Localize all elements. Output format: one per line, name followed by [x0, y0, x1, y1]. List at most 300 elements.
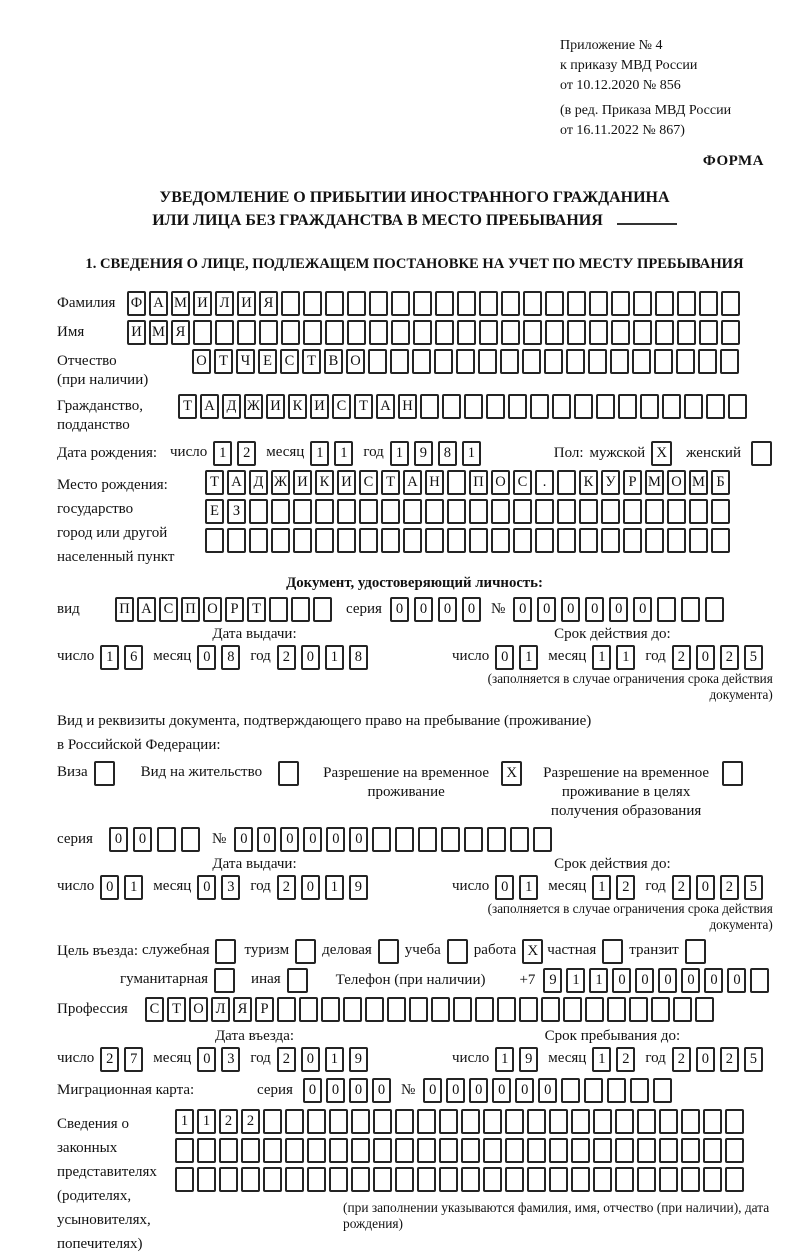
char-cell[interactable]: 0	[495, 875, 514, 900]
char-cell[interactable]	[721, 320, 740, 345]
char-cell[interactable]	[513, 528, 532, 553]
char-cell[interactable]	[420, 394, 439, 419]
char-cell[interactable]	[281, 320, 300, 345]
char-cell[interactable]	[645, 499, 664, 524]
visa-checkbox[interactable]	[94, 761, 115, 786]
char-cell[interactable]	[630, 1078, 649, 1103]
char-cell[interactable]	[263, 1138, 282, 1163]
char-cell[interactable]	[571, 1138, 590, 1163]
char-cell[interactable]	[530, 394, 549, 419]
char-cell[interactable]	[500, 349, 519, 374]
char-cell[interactable]: 0	[301, 875, 320, 900]
char-cell[interactable]: П	[469, 470, 488, 495]
char-cell[interactable]	[535, 499, 554, 524]
char-cell[interactable]	[632, 349, 651, 374]
char-cell[interactable]: 2	[720, 645, 739, 670]
char-cell[interactable]	[720, 349, 739, 374]
char-cell[interactable]	[197, 1138, 216, 1163]
char-cell[interactable]	[359, 499, 378, 524]
char-cell[interactable]: И	[127, 320, 146, 345]
char-cell[interactable]	[281, 291, 300, 316]
char-cell[interactable]	[579, 528, 598, 553]
char-cell[interactable]: 8	[438, 441, 457, 466]
char-cell[interactable]: .	[535, 470, 554, 495]
char-cell[interactable]	[435, 320, 454, 345]
char-cell[interactable]: 2	[241, 1109, 260, 1134]
char-cell[interactable]	[552, 394, 571, 419]
char-cell[interactable]	[307, 1138, 326, 1163]
char-cell[interactable]	[487, 827, 506, 852]
char-cell[interactable]	[417, 1109, 436, 1134]
char-cell[interactable]: К	[579, 470, 598, 495]
char-cell[interactable]: 0	[513, 597, 532, 622]
char-cell[interactable]: 0	[561, 597, 580, 622]
char-cell[interactable]	[307, 1167, 326, 1192]
char-cell[interactable]	[655, 320, 674, 345]
char-cell[interactable]: И	[237, 291, 256, 316]
char-cell[interactable]	[533, 827, 552, 852]
char-cell[interactable]: Т	[167, 997, 186, 1022]
char-cell[interactable]: 0	[109, 827, 128, 852]
char-cell[interactable]	[434, 349, 453, 374]
char-cell[interactable]	[291, 597, 310, 622]
char-cell[interactable]	[439, 1109, 458, 1134]
char-cell[interactable]	[593, 1167, 612, 1192]
char-cell[interactable]: 2	[720, 875, 739, 900]
char-cell[interactable]	[637, 1167, 656, 1192]
char-cell[interactable]	[293, 528, 312, 553]
char-cell[interactable]	[435, 291, 454, 316]
char-cell[interactable]	[549, 1167, 568, 1192]
char-cell[interactable]	[241, 1167, 260, 1192]
char-cell[interactable]	[601, 499, 620, 524]
char-cell[interactable]: 9	[349, 875, 368, 900]
char-cell[interactable]: 5	[744, 645, 763, 670]
char-cell[interactable]	[219, 1167, 238, 1192]
char-cell[interactable]: 0	[234, 827, 253, 852]
char-cell[interactable]	[607, 997, 626, 1022]
char-cell[interactable]: 0	[301, 645, 320, 670]
char-cell[interactable]	[387, 997, 406, 1022]
char-cell[interactable]	[689, 528, 708, 553]
char-cell[interactable]	[681, 1109, 700, 1134]
char-cell[interactable]	[447, 499, 466, 524]
char-cell[interactable]	[563, 997, 582, 1022]
char-cell[interactable]	[193, 320, 212, 345]
char-cell[interactable]	[483, 1138, 502, 1163]
char-cell[interactable]: 1	[325, 875, 344, 900]
char-cell[interactable]: 0	[390, 597, 409, 622]
char-cell[interactable]	[417, 1167, 436, 1192]
char-cell[interactable]: И	[193, 291, 212, 316]
char-cell[interactable]	[677, 291, 696, 316]
char-cell[interactable]	[651, 997, 670, 1022]
char-cell[interactable]	[181, 827, 200, 852]
char-cell[interactable]: Т	[247, 597, 266, 622]
char-cell[interactable]: 0	[446, 1078, 465, 1103]
char-cell[interactable]: Д	[249, 470, 268, 495]
char-cell[interactable]	[645, 528, 664, 553]
char-cell[interactable]	[475, 997, 494, 1022]
char-cell[interactable]	[527, 1109, 546, 1134]
char-cell[interactable]: 0	[537, 597, 556, 622]
char-cell[interactable]: 8	[349, 645, 368, 670]
char-cell[interactable]	[263, 1167, 282, 1192]
char-cell[interactable]	[351, 1138, 370, 1163]
char-cell[interactable]: О	[192, 349, 211, 374]
char-cell[interactable]	[505, 1167, 524, 1192]
char-cell[interactable]	[497, 997, 516, 1022]
char-cell[interactable]: 1	[495, 1047, 514, 1072]
char-cell[interactable]	[491, 499, 510, 524]
char-cell[interactable]: 5	[744, 875, 763, 900]
char-cell[interactable]: О	[189, 997, 208, 1022]
char-cell[interactable]	[611, 320, 630, 345]
char-cell[interactable]	[721, 291, 740, 316]
char-cell[interactable]: А	[227, 470, 246, 495]
char-cell[interactable]	[561, 1078, 580, 1103]
char-cell[interactable]: 2	[616, 1047, 635, 1072]
char-cell[interactable]	[662, 394, 681, 419]
char-cell[interactable]: Р	[255, 997, 274, 1022]
char-cell[interactable]: 2	[672, 645, 691, 670]
char-cell[interactable]	[689, 499, 708, 524]
char-cell[interactable]	[545, 320, 564, 345]
char-cell[interactable]: 1	[566, 968, 585, 993]
char-cell[interactable]	[381, 499, 400, 524]
char-cell[interactable]	[589, 320, 608, 345]
char-cell[interactable]	[237, 320, 256, 345]
char-cell[interactable]: М	[645, 470, 664, 495]
char-cell[interactable]	[513, 499, 532, 524]
char-cell[interactable]	[486, 394, 505, 419]
char-cell[interactable]	[523, 291, 542, 316]
char-cell[interactable]	[610, 349, 629, 374]
char-cell[interactable]	[557, 470, 576, 495]
char-cell[interactable]: 0	[727, 968, 746, 993]
char-cell[interactable]: 0	[633, 597, 652, 622]
char-cell[interactable]	[303, 291, 322, 316]
char-cell[interactable]: 1	[592, 875, 611, 900]
char-cell[interactable]	[351, 1167, 370, 1192]
char-cell[interactable]: Т	[381, 470, 400, 495]
char-cell[interactable]: 0	[301, 1047, 320, 1072]
sex-female-checkbox[interactable]	[751, 441, 772, 466]
char-cell[interactable]: 0	[696, 645, 715, 670]
char-cell[interactable]	[601, 528, 620, 553]
char-cell[interactable]: 0	[257, 827, 276, 852]
char-cell[interactable]: 1	[519, 645, 538, 670]
char-cell[interactable]: 3	[221, 875, 240, 900]
char-cell[interactable]	[457, 291, 476, 316]
char-cell[interactable]: 0	[538, 1078, 557, 1103]
char-cell[interactable]	[395, 1138, 414, 1163]
char-cell[interactable]: И	[310, 394, 329, 419]
char-cell[interactable]: Н	[398, 394, 417, 419]
char-cell[interactable]	[456, 349, 475, 374]
char-cell[interactable]: Н	[425, 470, 444, 495]
char-cell[interactable]	[441, 827, 460, 852]
char-cell[interactable]: О	[667, 470, 686, 495]
char-cell[interactable]	[219, 1138, 238, 1163]
char-cell[interactable]: 0	[197, 1047, 216, 1072]
char-cell[interactable]: 1	[124, 875, 143, 900]
char-cell[interactable]: Ч	[236, 349, 255, 374]
char-cell[interactable]: 2	[277, 1047, 296, 1072]
char-cell[interactable]	[633, 320, 652, 345]
char-cell[interactable]	[329, 1167, 348, 1192]
char-cell[interactable]	[544, 349, 563, 374]
char-cell[interactable]: С	[159, 597, 178, 622]
char-cell[interactable]	[523, 320, 542, 345]
char-cell[interactable]: 2	[672, 1047, 691, 1072]
char-cell[interactable]	[699, 291, 718, 316]
char-cell[interactable]	[695, 997, 714, 1022]
char-cell[interactable]	[461, 1167, 480, 1192]
char-cell[interactable]: Р	[225, 597, 244, 622]
private-checkbox[interactable]	[602, 939, 623, 964]
work-checkbox[interactable]: X	[522, 939, 543, 964]
char-cell[interactable]	[197, 1167, 216, 1192]
char-cell[interactable]: Я	[171, 320, 190, 345]
char-cell[interactable]: 2	[277, 645, 296, 670]
char-cell[interactable]	[566, 349, 585, 374]
other-purpose-checkbox[interactable]	[287, 968, 308, 993]
char-cell[interactable]: 0	[326, 827, 345, 852]
char-cell[interactable]	[545, 291, 564, 316]
char-cell[interactable]: Р	[623, 470, 642, 495]
char-cell[interactable]	[395, 1109, 414, 1134]
char-cell[interactable]: 0	[704, 968, 723, 993]
char-cell[interactable]	[505, 1138, 524, 1163]
char-cell[interactable]: 2	[672, 875, 691, 900]
char-cell[interactable]	[501, 291, 520, 316]
char-cell[interactable]	[654, 349, 673, 374]
char-cell[interactable]	[535, 528, 554, 553]
char-cell[interactable]	[491, 528, 510, 553]
char-cell[interactable]	[657, 597, 676, 622]
char-cell[interactable]: Т	[178, 394, 197, 419]
char-cell[interactable]	[249, 499, 268, 524]
char-cell[interactable]	[483, 1167, 502, 1192]
char-cell[interactable]	[611, 291, 630, 316]
char-cell[interactable]: 1	[325, 1047, 344, 1072]
char-cell[interactable]: 7	[124, 1047, 143, 1072]
char-cell[interactable]	[571, 1167, 590, 1192]
humanitarian-checkbox[interactable]	[214, 968, 235, 993]
char-cell[interactable]: 1	[519, 875, 538, 900]
char-cell[interactable]	[505, 1109, 524, 1134]
char-cell[interactable]	[483, 1109, 502, 1134]
char-cell[interactable]: 9	[414, 441, 433, 466]
char-cell[interactable]	[703, 1109, 722, 1134]
char-cell[interactable]	[277, 997, 296, 1022]
char-cell[interactable]: 0	[609, 597, 628, 622]
char-cell[interactable]	[413, 291, 432, 316]
char-cell[interactable]: Ж	[271, 470, 290, 495]
char-cell[interactable]	[329, 1138, 348, 1163]
char-cell[interactable]	[347, 320, 366, 345]
char-cell[interactable]	[676, 349, 695, 374]
char-cell[interactable]: 3	[221, 1047, 240, 1072]
char-cell[interactable]	[249, 528, 268, 553]
char-cell[interactable]	[271, 528, 290, 553]
char-cell[interactable]	[325, 291, 344, 316]
char-cell[interactable]: 0	[280, 827, 299, 852]
char-cell[interactable]	[557, 499, 576, 524]
char-cell[interactable]: 1	[325, 645, 344, 670]
char-cell[interactable]	[593, 1109, 612, 1134]
char-cell[interactable]: 0	[495, 645, 514, 670]
char-cell[interactable]: 1	[334, 441, 353, 466]
char-cell[interactable]	[365, 997, 384, 1022]
char-cell[interactable]: Е	[258, 349, 277, 374]
char-cell[interactable]	[522, 349, 541, 374]
char-cell[interactable]	[315, 499, 334, 524]
char-cell[interactable]: А	[137, 597, 156, 622]
char-cell[interactable]	[637, 1109, 656, 1134]
char-cell[interactable]: Б	[711, 470, 730, 495]
char-cell[interactable]	[584, 1078, 603, 1103]
char-cell[interactable]	[703, 1167, 722, 1192]
char-cell[interactable]	[541, 997, 560, 1022]
char-cell[interactable]: 0	[100, 875, 119, 900]
char-cell[interactable]: А	[200, 394, 219, 419]
char-cell[interactable]: 1	[197, 1109, 216, 1134]
char-cell[interactable]: 0	[438, 597, 457, 622]
char-cell[interactable]	[403, 528, 422, 553]
char-cell[interactable]: 0	[469, 1078, 488, 1103]
char-cell[interactable]	[618, 394, 637, 419]
char-cell[interactable]	[395, 827, 414, 852]
char-cell[interactable]: О	[346, 349, 365, 374]
char-cell[interactable]: 1	[616, 645, 635, 670]
char-cell[interactable]	[501, 320, 520, 345]
char-cell[interactable]: Ж	[244, 394, 263, 419]
char-cell[interactable]	[299, 997, 318, 1022]
char-cell[interactable]: 5	[744, 1047, 763, 1072]
char-cell[interactable]: 1	[100, 645, 119, 670]
char-cell[interactable]	[417, 1138, 436, 1163]
char-cell[interactable]	[403, 499, 422, 524]
char-cell[interactable]: П	[181, 597, 200, 622]
char-cell[interactable]: 0	[414, 597, 433, 622]
char-cell[interactable]	[285, 1167, 304, 1192]
char-cell[interactable]	[659, 1109, 678, 1134]
char-cell[interactable]	[369, 291, 388, 316]
char-cell[interactable]	[655, 291, 674, 316]
char-cell[interactable]	[241, 1138, 260, 1163]
char-cell[interactable]: 0	[462, 597, 481, 622]
char-cell[interactable]	[633, 291, 652, 316]
char-cell[interactable]	[699, 320, 718, 345]
char-cell[interactable]: Т	[302, 349, 321, 374]
char-cell[interactable]: 2	[616, 875, 635, 900]
char-cell[interactable]	[728, 394, 747, 419]
char-cell[interactable]	[589, 291, 608, 316]
char-cell[interactable]	[585, 997, 604, 1022]
char-cell[interactable]	[725, 1138, 744, 1163]
char-cell[interactable]	[549, 1109, 568, 1134]
business-trip-checkbox[interactable]	[215, 939, 236, 964]
char-cell[interactable]: 0	[696, 1047, 715, 1072]
char-cell[interactable]	[391, 291, 410, 316]
char-cell[interactable]	[571, 1109, 590, 1134]
char-cell[interactable]	[313, 597, 332, 622]
char-cell[interactable]	[413, 320, 432, 345]
char-cell[interactable]: 2	[277, 875, 296, 900]
char-cell[interactable]: П	[115, 597, 134, 622]
char-cell[interactable]: И	[266, 394, 285, 419]
char-cell[interactable]: 2	[100, 1047, 119, 1072]
char-cell[interactable]	[263, 1109, 282, 1134]
char-cell[interactable]	[461, 1109, 480, 1134]
char-cell[interactable]	[453, 997, 472, 1022]
char-cell[interactable]: 0	[133, 827, 152, 852]
char-cell[interactable]	[478, 349, 497, 374]
char-cell[interactable]: С	[280, 349, 299, 374]
char-cell[interactable]	[640, 394, 659, 419]
char-cell[interactable]	[615, 1138, 634, 1163]
char-cell[interactable]	[469, 528, 488, 553]
char-cell[interactable]	[659, 1167, 678, 1192]
char-cell[interactable]	[337, 499, 356, 524]
char-cell[interactable]: Е	[205, 499, 224, 524]
char-cell[interactable]: 6	[124, 645, 143, 670]
char-cell[interactable]: М	[689, 470, 708, 495]
char-cell[interactable]: У	[601, 470, 620, 495]
char-cell[interactable]	[307, 1109, 326, 1134]
char-cell[interactable]: 0	[303, 1078, 322, 1103]
char-cell[interactable]	[681, 1138, 700, 1163]
char-cell[interactable]: 0	[197, 875, 216, 900]
char-cell[interactable]	[391, 320, 410, 345]
char-cell[interactable]: Л	[211, 997, 230, 1022]
char-cell[interactable]: М	[149, 320, 168, 345]
char-cell[interactable]: 0	[326, 1078, 345, 1103]
char-cell[interactable]: 8	[221, 645, 240, 670]
char-cell[interactable]	[412, 349, 431, 374]
char-cell[interactable]	[698, 349, 717, 374]
char-cell[interactable]: 2	[237, 441, 256, 466]
char-cell[interactable]: Л	[215, 291, 234, 316]
char-cell[interactable]	[673, 997, 692, 1022]
transit-checkbox[interactable]	[685, 939, 706, 964]
char-cell[interactable]: С	[513, 470, 532, 495]
char-cell[interactable]	[373, 1167, 392, 1192]
char-cell[interactable]	[321, 997, 340, 1022]
char-cell[interactable]	[705, 597, 724, 622]
char-cell[interactable]: 0	[197, 645, 216, 670]
char-cell[interactable]	[711, 499, 730, 524]
char-cell[interactable]: Я	[259, 291, 278, 316]
char-cell[interactable]	[303, 320, 322, 345]
char-cell[interactable]	[653, 1078, 672, 1103]
char-cell[interactable]	[637, 1138, 656, 1163]
char-cell[interactable]	[395, 1167, 414, 1192]
char-cell[interactable]	[351, 1109, 370, 1134]
char-cell[interactable]	[519, 997, 538, 1022]
char-cell[interactable]	[750, 968, 769, 993]
char-cell[interactable]	[447, 528, 466, 553]
char-cell[interactable]	[567, 291, 586, 316]
char-cell[interactable]	[615, 1109, 634, 1134]
char-cell[interactable]	[285, 1138, 304, 1163]
char-cell[interactable]: С	[359, 470, 378, 495]
char-cell[interactable]	[425, 499, 444, 524]
char-cell[interactable]	[157, 827, 176, 852]
char-cell[interactable]	[596, 394, 615, 419]
